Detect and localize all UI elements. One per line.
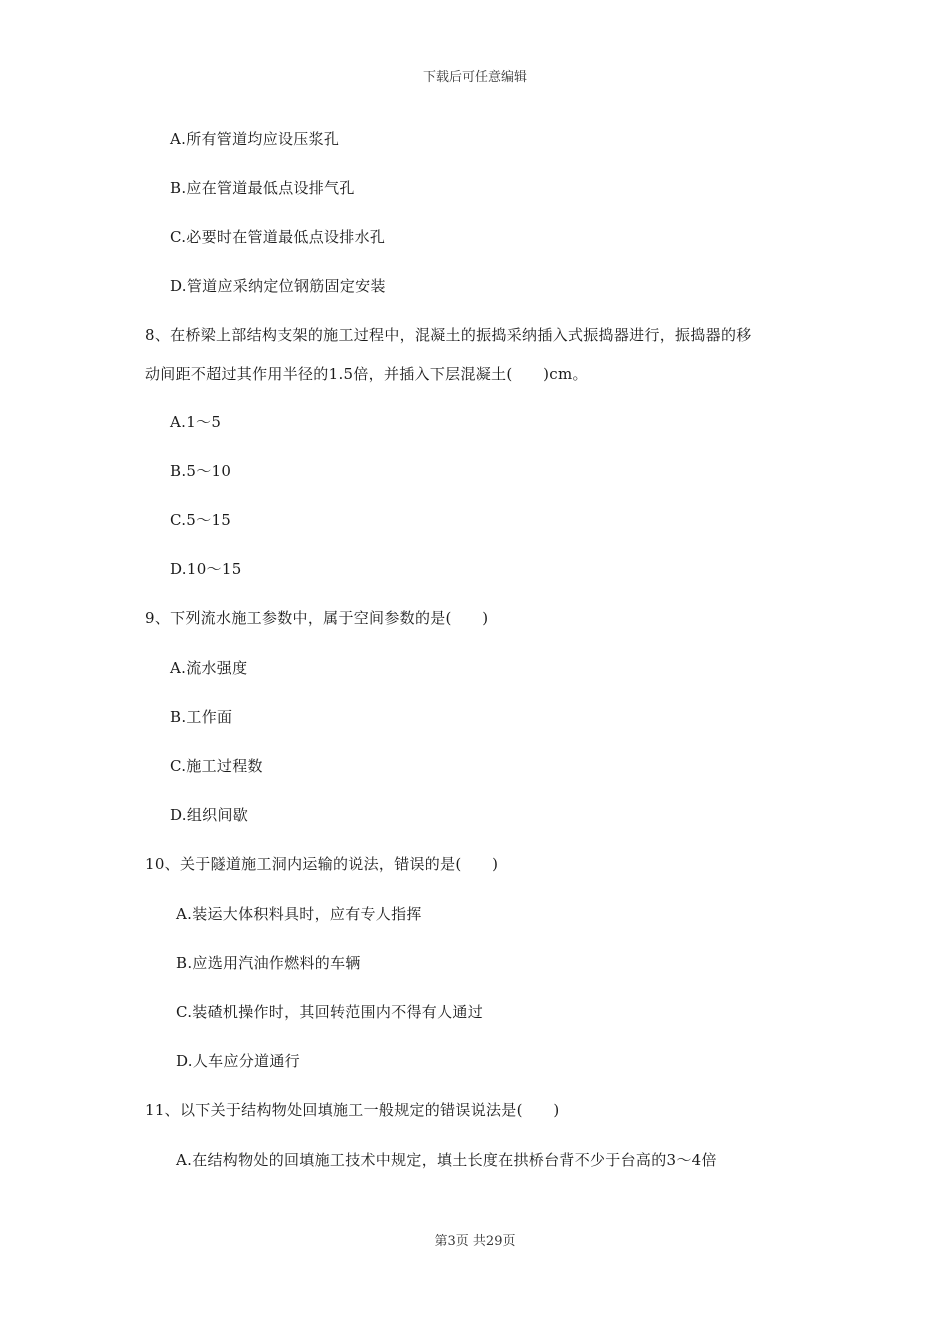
option-text: A.所有管道均应设压浆孔 [170, 130, 340, 148]
option-text: C.必要时在管道最低点设排水孔 [170, 228, 386, 246]
option-text: A.装运大体积料具时，应有专人指挥 [176, 905, 422, 923]
question-8-line2: 动间距不超过其作用半径的1.5倍，并插入下层混凝土( )cm。 [145, 365, 588, 383]
option-text: B.应在管道最低点设排气孔 [170, 179, 355, 197]
page-header: 下载后可任意编辑 [422, 70, 527, 85]
option-text: C.5～15 [170, 511, 232, 529]
option-text: D.管道应采纳定位钢筋固定安装 [170, 277, 386, 295]
question-8-line1: 8、在桥梁上部结构支架的施工过程中，混凝土的振捣采纳插入式振捣器进行，振捣器的移 [145, 326, 752, 344]
option-text: A.在结构物处的回填施工技术中规定，填土长度在拱桥台背不少于台高的3～4倍 [176, 1151, 717, 1169]
option-text: D.组织间歇 [170, 806, 249, 824]
option-text: A.流水强度 [170, 659, 248, 677]
question-10: 10、关于隧道施工洞内运输的说法，错误的是( ) [145, 855, 499, 873]
option-text: C.施工过程数 [170, 757, 263, 775]
option-text: C.装碴机操作时，其回转范围内不得有人通过 [176, 1003, 484, 1021]
page-footer: 第3页 共29页 [434, 1234, 516, 1249]
option-text: A.1～5 [170, 413, 222, 431]
question-11: 11、以下关于结构物处回填施工一般规定的错误说法是( ) [145, 1101, 560, 1119]
option-text: B.5～10 [170, 462, 232, 480]
option-text: D.人车应分道通行 [176, 1052, 300, 1070]
option-text: D.10～15 [170, 560, 242, 578]
option-text: B.应选用汽油作燃料的车辆 [176, 954, 361, 972]
question-9: 9、下列流水施工参数中，属于空间参数的是( ) [145, 609, 489, 627]
option-text: B.工作面 [170, 708, 233, 726]
